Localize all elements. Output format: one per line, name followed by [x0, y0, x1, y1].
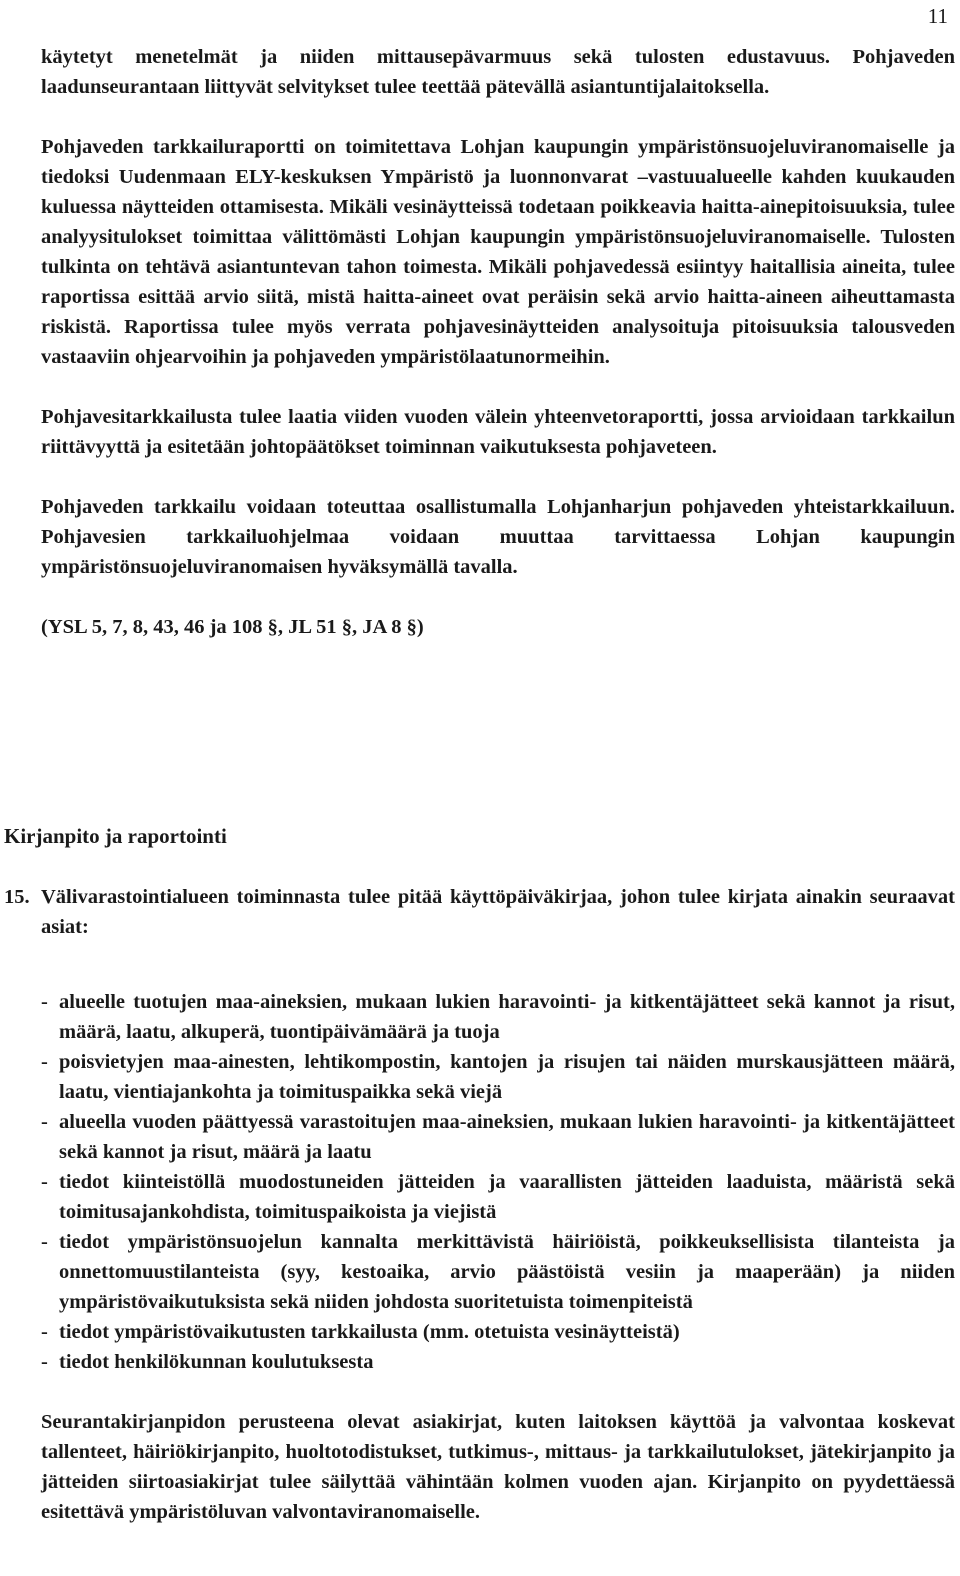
list-item: - poisvietyjen maa-ainesten, lehtikompostin, kantojen ja risujen tai näiden murskausjätteen määrä, laatu, vientiajankohta ja toimituspaikka sekä viejä — [41, 1051, 955, 1103]
list-item: - tiedot henkilökunnan koulutuksesta — [41, 1351, 374, 1373]
paragraph-methods: käytetyt menetelmät ja niiden mittausepävarmuus sekä tulosten edustavuus. Pohjaveden laadunseurantaan liittyvät selvitykset tulee teettää pätevällä asiantuntijalaitoksella. — [41, 46, 955, 98]
record-list — [4, 987, 955, 1377]
list-item: - tiedot kiinteistöllä muodostuneiden jätteiden ja vaarallisten jätteiden laaduista, määristä sekä toimitusajankohdista, toimituspaikoista ja viejistä — [41, 1171, 955, 1223]
numbered-item-15 — [4, 882, 955, 1527]
paragraph-monitoring-report: Pohjaveden tarkkailuraportti on toimitettava Lohjan kaupungin ympäristönsuojeluviranomaiselle ja tiedoksi Uudenmaan ELY-keskuksen Ympäristö ja luonnonvarat –vastuualueelle kahden kuukauden kuluessa näytteiden ottamisesta. Mikäli vesinäytteissä todetaan poikkeavia haitta-ainepitoisuuksia, tulee analyysitulokset toimittaa välittömästi Lohjan kaupungin ympäristönsuojeluviranomaiselle. Tulosten tulkinta on tehtävä asiantuntevan tahon toimesta. Mikäli pohjavedessä esiintyy haitallisia aineita, tulee raportissa esittää arvio siitä, mistä haitta-aineet ovat peräisin sekä arvio haitta-aineen aiheuttamasta riskistä. Raportissa tulee myös verrata pohjavesinäytteiden analysoituja pitoisuuksia talousveden vastaaviin ohjearvoihin ja pohjaveden ympäristölaatunormeihin. — [41, 136, 955, 368]
closing-paragraph: Seurantakirjanpidon perusteena olevat asiakirjat, kuten laitoksen käyttöä ja valvontaa koskevat tallenteet, häiriökirjanpito, huoltotodistukset, tutkimus-, mittaus- ja tarkkailutulokset, jätekirjanpito ja jätteiden siirtoasiakirjat tulee säilyttää vähintään kolmen vuoden ajan. Kirjanpito on pyydettäessä esitettävä ympäristöluvan valvontaviranomaiselle. — [41, 1411, 955, 1523]
list-item: - tiedot ympäristövaikutusten tarkkailusta (mm. otetuista vesinäytteistä) — [41, 1321, 680, 1343]
list-item: - tiedot ympäristönsuojelun kannalta merkittävistä häiriöistä, poikkeuksellisista tilanteista ja onnettomuustilanteista (syy, kestoaika, arvio päästöistä vesiin ja maaperään) ja niiden ympäristövaikutuksista sekä niiden johdosta suoritetuista toimenpiteistä — [41, 1231, 955, 1313]
list-item: - alueelle tuotujen maa-aineksien, mukaan lukien haravointi- ja kitkentäjätteet sekä kannot ja risut, määrä, laatu, alkuperä, tuontipäivämäärä ja tuoja — [41, 991, 955, 1043]
document-body — [41, 42, 955, 642]
item-number: 15. — [4, 886, 30, 908]
page-number: 11 — [927, 4, 948, 28]
paragraph-summary-report: Pohjavesitarkkailusta tulee laatia viiden vuoden välein yhteenvetoraportti, jossa arvioidaan tarkkailun riittävyyttä ja esitetään johtopäätökset toiminnan vaikutuksesta pohjaveteen. — [41, 406, 955, 458]
list-item: - alueella vuoden päättyessä varastoitujen maa-aineksien, mukaan lukien haravointi- ja kitkentäjätteet sekä kannot ja risut, määrä ja laatu — [41, 1111, 955, 1163]
section-heading: Kirjanpito ja raportointi — [4, 824, 227, 848]
item-intro: Välivarastointialueen toiminnasta tulee pitää käyttöpäiväkirjaa, johon tulee kirjata ainakin seuraavat asiat: — [41, 886, 955, 938]
paragraph-joint-monitoring: Pohjaveden tarkkailu voidaan toteuttaa osallistumalla Lohjanharjun pohjaveden yhteistarkkailuun. Pohjavesien tarkkailuohjelmaa voidaan muuttaa tarvittaessa Lohjan kaupungin ympäristönsuojeluviranomaisen hyväksymällä tavalla. — [41, 496, 955, 578]
legal-reference: (YSL 5, 7, 8, 43, 46 ja 108 §, JL 51 §, JA 8 §) — [41, 616, 424, 638]
